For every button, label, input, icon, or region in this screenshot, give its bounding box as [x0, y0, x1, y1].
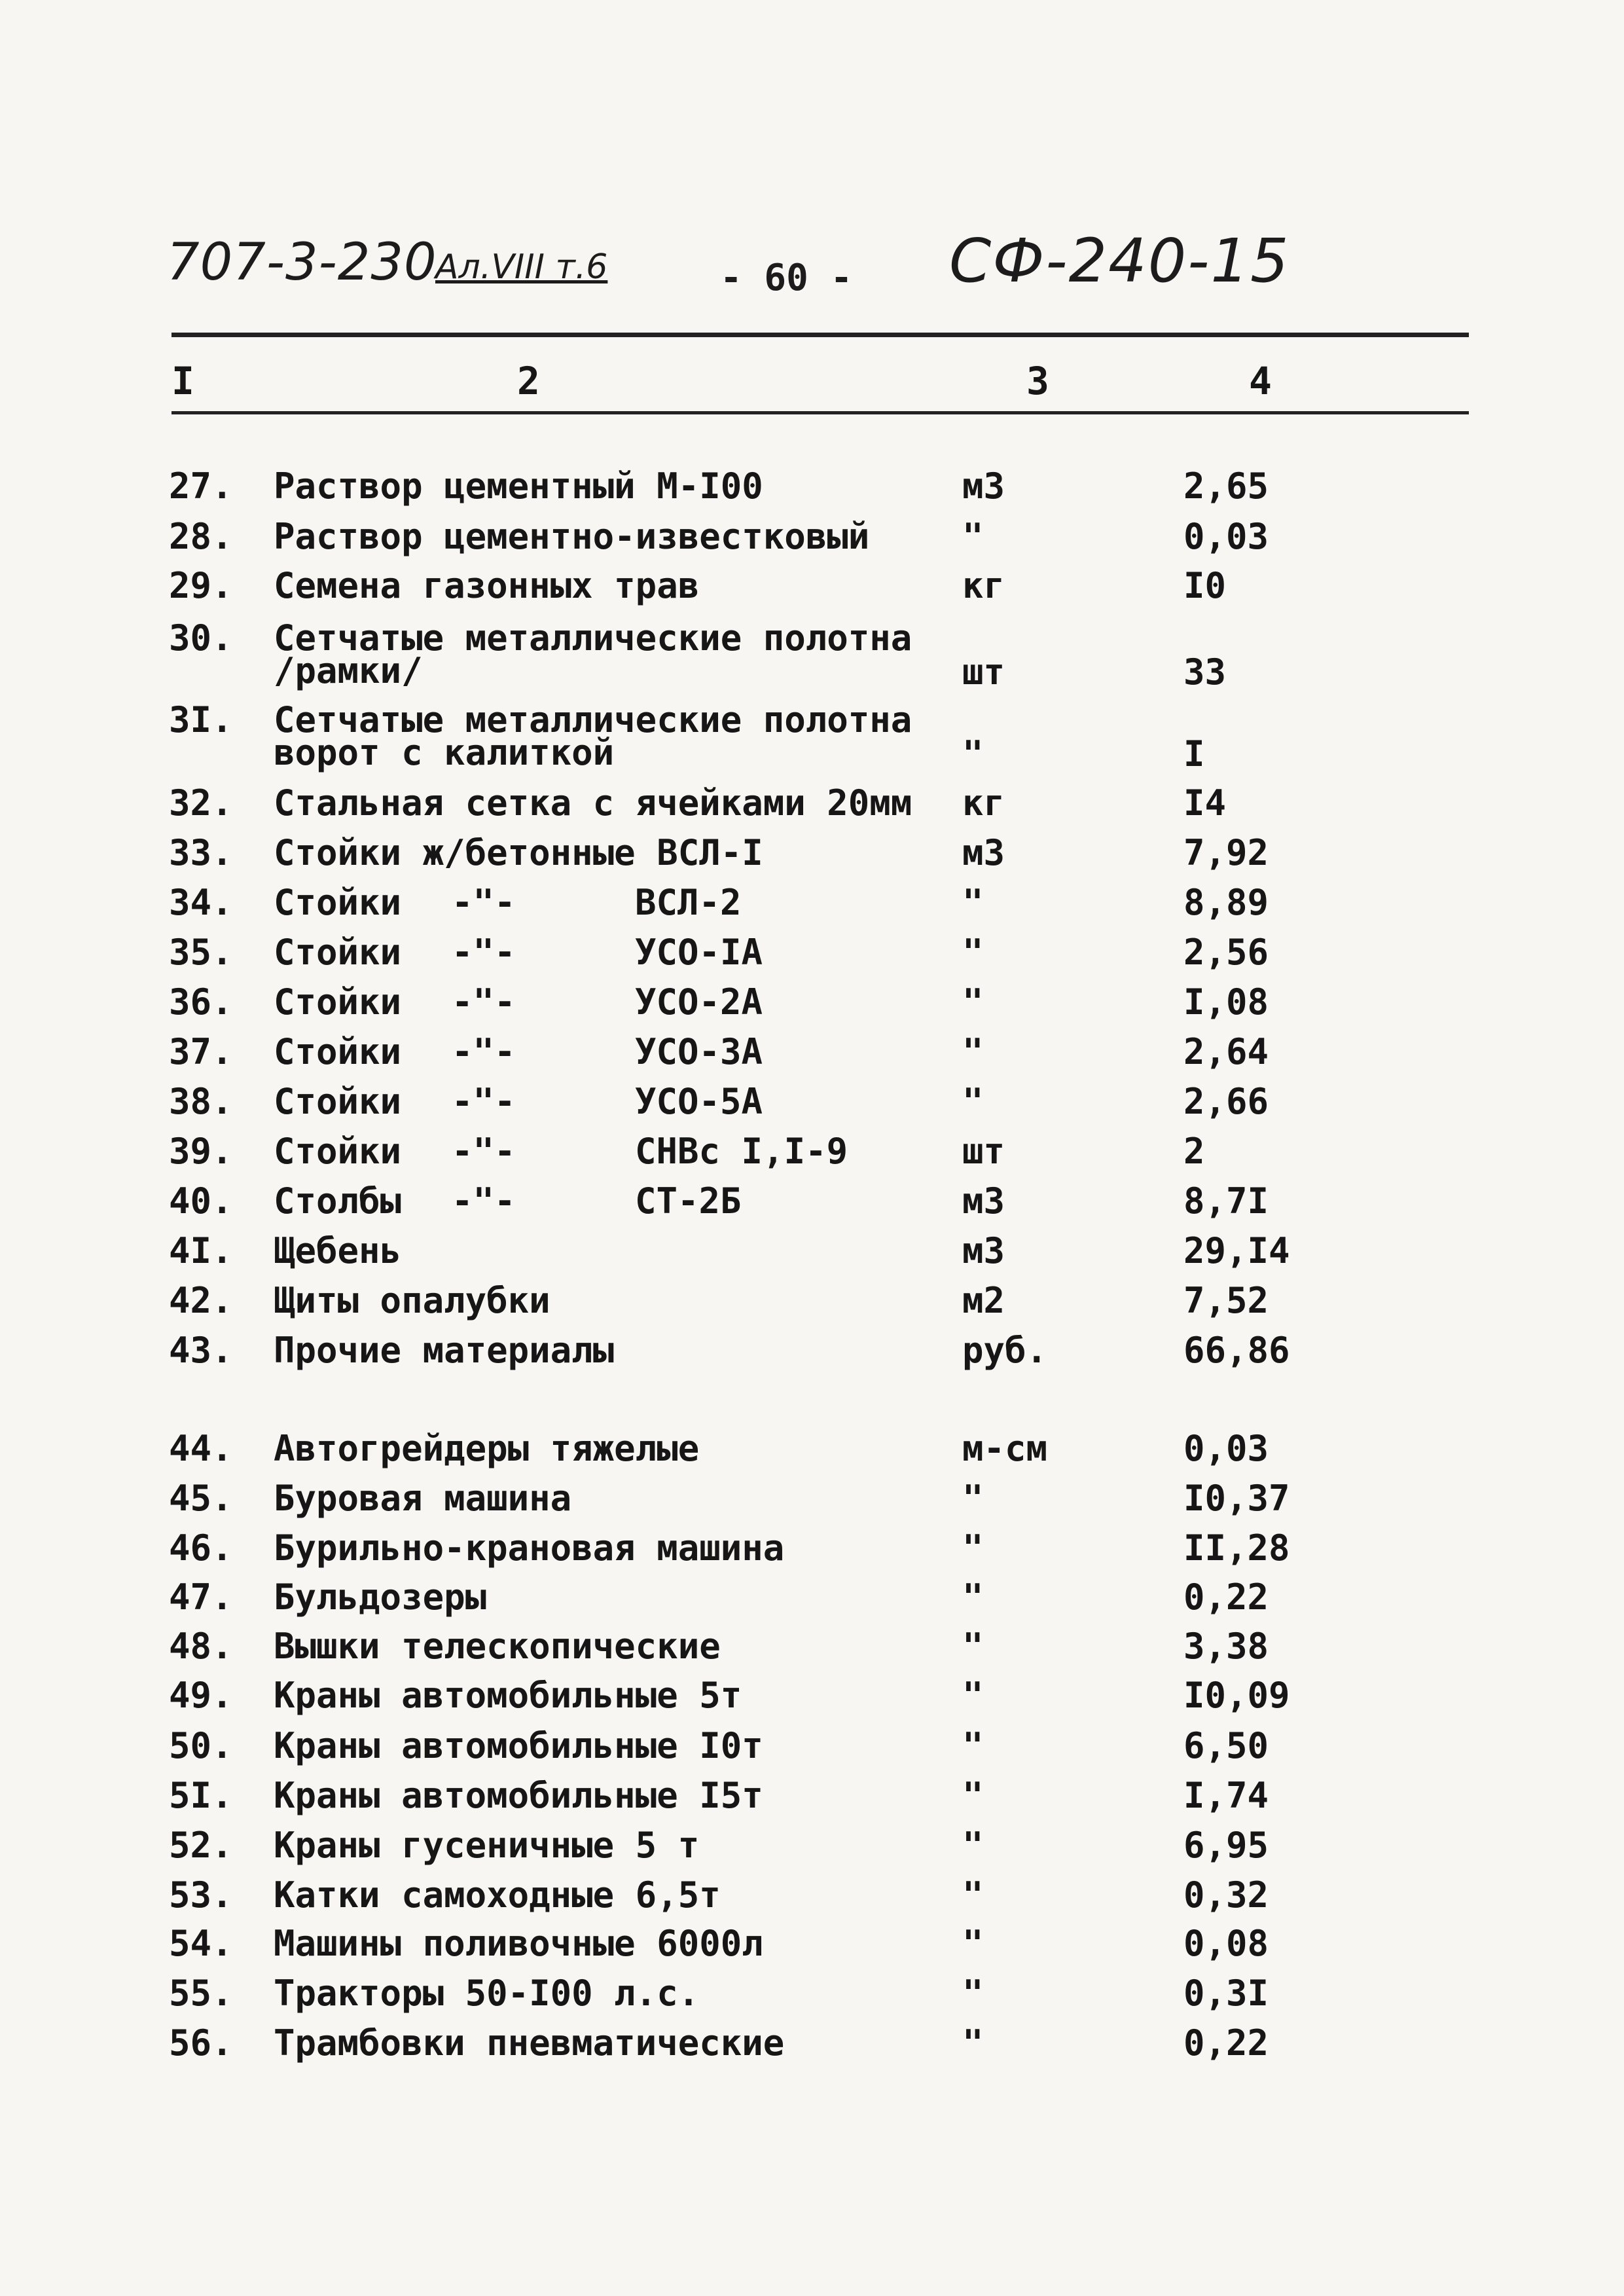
- row-number: 5I.: [169, 1775, 233, 1816]
- item-name: Сетчатые металлические полотна ворот с калиткой: [274, 699, 912, 773]
- unit: ": [962, 1825, 984, 1866]
- unit: ": [962, 1923, 984, 1964]
- item-mark: СТ-2Б: [635, 1180, 742, 1222]
- row-number: 54.: [169, 1923, 233, 1964]
- row-number: 48.: [169, 1626, 233, 1667]
- item-name: Прочие материалы: [274, 1330, 615, 1371]
- table-row: [0, 565, 1624, 619]
- row-number: 55.: [169, 1973, 233, 2014]
- table-row: [0, 465, 1624, 519]
- row-number: 49.: [169, 1675, 233, 1716]
- table-row: [0, 1230, 1624, 1284]
- page-number: - 60 -: [720, 257, 853, 299]
- row-number: 34.: [169, 882, 233, 923]
- item-name: Краны автомобильные I0т: [274, 1725, 763, 1766]
- item-name: Краны гусеничные 5 т: [274, 1825, 700, 1866]
- item-name: Раствор цементно-известковый: [274, 516, 870, 557]
- unit: ": [962, 1031, 984, 1072]
- ditto-mark: -"-: [452, 1031, 516, 1072]
- unit: м3: [962, 832, 1005, 873]
- unit: ": [962, 1478, 984, 1519]
- quantity: 0,32: [1183, 1874, 1269, 1916]
- table-row: [0, 1428, 1624, 1482]
- item-name: Бурильно-крановая машина: [274, 1527, 785, 1569]
- row-number: 32.: [169, 782, 233, 824]
- quantity: 6,50: [1183, 1725, 1269, 1766]
- row-number: 36.: [169, 981, 233, 1023]
- column-header-2: 2: [517, 359, 540, 403]
- item-name: Тракторы 50-I00 л.с.: [274, 1973, 700, 2014]
- table-row: [0, 699, 1624, 789]
- row-number: 27.: [169, 465, 233, 507]
- item-mark: УСО-3А: [635, 1031, 763, 1072]
- quantity: I,08: [1183, 981, 1269, 1023]
- row-number: 30.: [169, 617, 233, 659]
- ditto-mark: -"-: [452, 1081, 516, 1122]
- column-header-1: I: [171, 359, 194, 403]
- unit: шт: [962, 651, 1005, 693]
- header-rule-bottom: [171, 411, 1469, 414]
- item-mark: СНВс I,I-9: [635, 1131, 848, 1172]
- unit: ": [962, 2022, 984, 2064]
- item-name: Щебень: [274, 1230, 402, 1271]
- unit: ": [962, 1725, 984, 1766]
- table-row: [0, 1626, 1624, 1679]
- item-name: Автогрейдеры тяжелые: [274, 1428, 700, 1469]
- row-number: 35.: [169, 932, 233, 973]
- ditto-mark: -"-: [452, 882, 516, 923]
- row-number: 37.: [169, 1031, 233, 1072]
- album-volume: Ал.VIII т.6: [435, 247, 608, 287]
- row-number: 38.: [169, 1081, 233, 1122]
- unit: м-см: [962, 1428, 1048, 1469]
- table-row: [0, 1527, 1624, 1581]
- item-name: Стойки: [274, 882, 402, 923]
- row-number: 39.: [169, 1131, 233, 1172]
- ditto-mark: -"-: [452, 981, 516, 1023]
- quantity: I,74: [1183, 1775, 1269, 1816]
- row-number: 45.: [169, 1478, 233, 1519]
- unit: ": [962, 882, 984, 923]
- item-name: Семена газонных трав: [274, 565, 700, 606]
- row-number: 28.: [169, 516, 233, 557]
- quantity: 33: [1183, 651, 1227, 693]
- quantity: I0: [1183, 565, 1227, 606]
- quantity: 6,95: [1183, 1825, 1269, 1866]
- quantity: 8,7I: [1183, 1180, 1269, 1222]
- item-name: Раствор цементный М-I00: [274, 465, 763, 507]
- column-header-4: 4: [1249, 359, 1272, 403]
- row-number: 47.: [169, 1576, 233, 1618]
- table-row: [0, 1973, 1624, 2026]
- table-row: [0, 981, 1624, 1035]
- quantity: 2,64: [1183, 1031, 1269, 1072]
- item-name: Сетчатые металлические полотна /рамки/: [274, 617, 912, 691]
- row-number: 52.: [169, 1825, 233, 1866]
- unit: ": [962, 1626, 984, 1667]
- item-name: Щиты опалубки: [274, 1280, 550, 1321]
- table-row: [0, 1576, 1624, 1630]
- quantity: 29,I4: [1183, 1230, 1290, 1271]
- ditto-mark: -"-: [452, 1180, 516, 1222]
- item-mark: УСО-IА: [635, 932, 763, 973]
- table-row: [0, 882, 1624, 936]
- unit: м2: [962, 1280, 1005, 1321]
- item-name: Вышки телескопические: [274, 1626, 721, 1667]
- quantity: 0,03: [1183, 1428, 1269, 1469]
- item-mark: УСО-2А: [635, 981, 763, 1023]
- quantity: I0,37: [1183, 1478, 1290, 1519]
- ditto-mark: -"-: [452, 1131, 516, 1172]
- item-name: Бульдозеры: [274, 1576, 487, 1618]
- item-name: Машины поливочные 6000л: [274, 1923, 763, 1964]
- item-mark: ВСЛ-2: [635, 882, 742, 923]
- table-row: [0, 1031, 1624, 1085]
- table-row: [0, 1081, 1624, 1135]
- unit: руб.: [962, 1330, 1048, 1371]
- unit: м3: [962, 1180, 1005, 1222]
- item-name: Катки самоходные 6,5т: [274, 1874, 721, 1916]
- unit: ": [962, 1576, 984, 1618]
- item-name: Стойки: [274, 1081, 402, 1122]
- row-number: 53.: [169, 1874, 233, 1916]
- item-name: Трамбовки пневматические: [274, 2022, 785, 2064]
- table-row: [0, 1330, 1624, 1383]
- row-number: 3I.: [169, 699, 233, 740]
- item-name: Стойки: [274, 1031, 402, 1072]
- quantity: 0,03: [1183, 516, 1269, 557]
- quantity: 7,52: [1183, 1280, 1269, 1321]
- quantity: II,28: [1183, 1527, 1290, 1569]
- item-name: Стойки ж/бетонные ВСЛ-I: [274, 832, 763, 873]
- table-row: [0, 932, 1624, 985]
- unit: ": [962, 981, 984, 1023]
- row-number: 4I.: [169, 1230, 233, 1271]
- row-number: 40.: [169, 1180, 233, 1222]
- table-row: [0, 1280, 1624, 1334]
- table-row: [0, 1478, 1624, 1531]
- unit: ": [962, 733, 984, 774]
- column-header-3: 3: [1026, 359, 1049, 403]
- table-row: [0, 1825, 1624, 1878]
- quantity: 2,56: [1183, 932, 1269, 973]
- row-number: 46.: [169, 1527, 233, 1569]
- unit: ": [962, 1973, 984, 2014]
- table-row: [0, 1180, 1624, 1234]
- table-row: [0, 617, 1624, 707]
- row-number: 29.: [169, 565, 233, 606]
- quantity: I0,09: [1183, 1675, 1290, 1716]
- unit: м3: [962, 465, 1005, 507]
- quantity: 3,38: [1183, 1626, 1269, 1667]
- quantity: 0,3I: [1183, 1973, 1269, 2014]
- header-rule-top: [171, 333, 1469, 337]
- item-name: Стойки: [274, 932, 402, 973]
- unit: ": [962, 1775, 984, 1816]
- item-name: Стойки: [274, 981, 402, 1023]
- quantity: 7,92: [1183, 832, 1269, 873]
- table-row: [0, 832, 1624, 886]
- item-name: Краны автомобильные I5т: [274, 1775, 763, 1816]
- table-row: [0, 1923, 1624, 1977]
- item-name: Столбы: [274, 1180, 402, 1222]
- table-row: [0, 1725, 1624, 1779]
- quantity: 2: [1183, 1131, 1205, 1172]
- quantity: I4: [1183, 782, 1227, 824]
- quantity: 0,22: [1183, 1576, 1269, 1618]
- table-row: [0, 2022, 1624, 2076]
- row-number: 43.: [169, 1330, 233, 1371]
- unit: ": [962, 1527, 984, 1569]
- row-number: 44.: [169, 1428, 233, 1469]
- unit: кг: [962, 782, 1005, 824]
- table-row: [0, 782, 1624, 836]
- quantity: 0,08: [1183, 1923, 1269, 1964]
- table-row: [0, 1775, 1624, 1829]
- item-name: Буровая машина: [274, 1478, 572, 1519]
- quantity: 0,22: [1183, 2022, 1269, 2064]
- table-row: [0, 1131, 1624, 1184]
- row-number: 33.: [169, 832, 233, 873]
- quantity: 2,65: [1183, 465, 1269, 507]
- quantity: 66,86: [1183, 1330, 1290, 1371]
- row-number: 42.: [169, 1280, 233, 1321]
- unit: ": [962, 1874, 984, 1916]
- sheet-code: СФ-240-15: [949, 226, 1290, 296]
- quantity: I: [1183, 733, 1205, 774]
- row-number: 56.: [169, 2022, 233, 2064]
- quantity: 8,89: [1183, 882, 1269, 923]
- quantity: 2,66: [1183, 1081, 1269, 1122]
- item-name: Стальная сетка с ячейками 20мм: [274, 782, 912, 824]
- unit: ": [962, 932, 984, 973]
- unit: м3: [962, 1230, 1005, 1271]
- unit: ": [962, 1081, 984, 1122]
- row-number: 50.: [169, 1725, 233, 1766]
- table-row: [0, 516, 1624, 570]
- ditto-mark: -"-: [452, 932, 516, 973]
- document-code: 707-3-230: [167, 233, 437, 292]
- unit: шт: [962, 1131, 1005, 1172]
- table-row: [0, 1675, 1624, 1728]
- item-mark: УСО-5А: [635, 1081, 763, 1122]
- item-name: Краны автомобильные 5т: [274, 1675, 742, 1716]
- unit: ": [962, 1675, 984, 1716]
- unit: кг: [962, 565, 1005, 606]
- table-row: [0, 1874, 1624, 1928]
- unit: ": [962, 516, 984, 557]
- item-name: Стойки: [274, 1131, 402, 1172]
